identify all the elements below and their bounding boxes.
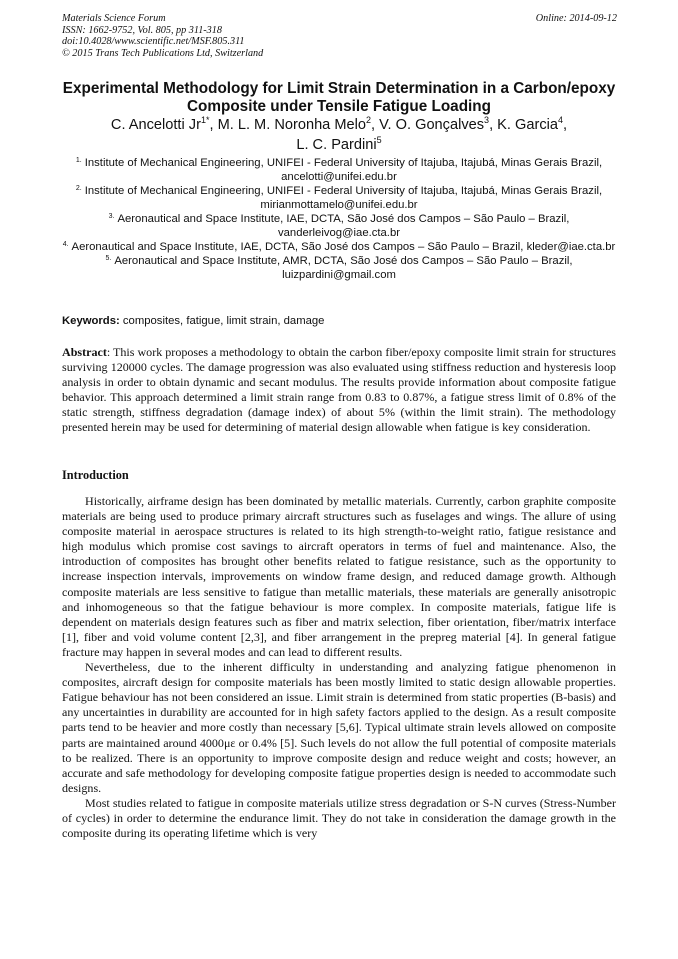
journal-issn: ISSN: 1662-9752, Vol. 805, pp 311-318	[62, 24, 222, 36]
author: L. C. Pardini$^5$	[296, 134, 382, 153]
journal-doi: doi:10.4028/www.scientific.net/MSF.805.311	[62, 36, 245, 48]
paragraph: Nevertheless, due to the inherent difficulty in understanding and analyzing fatigue phenomenon in composites, aircraft design for composite materials has been mostly limited to static design allowable properties. Fatigue behaviour has not been considered an issue. Limit strain is determined from static properties (B-basis) and any uncertainties in durability are accounted for in high safety factors applied to the design. As a result composite parts tend to be heavier and more costly than necessary [5,6]. Typical ultimate strain levels allowed on composite parts are maintained around 4000με or 0.4% [5]. Such levels do not allow the full potential of composite materials to be realized. There is an opportunity to improve composite design and reduce weight and costs; however, an accurate and safe methodology for developing composite fatigue properties design is needed to accommodate such designs.	[62, 660, 616, 795]
author: K. Garcia$^4$,	[497, 115, 568, 133]
author: V. O. Gonçalves$^3$,	[379, 115, 498, 133]
section-heading-introduction: Introduction	[62, 468, 129, 482]
paragraph: Historically, airframe design has been dominated by metallic materials. Currently, carbon graphite composite materials are being used to produce primary aircraft structures such as fuselages and wings. The allure of using composite material in aerospace structures is related to its high strength-to-weight ratio, fatigue resistance and high modulus which promise cost savings to aircraft operators in terms of fuel and maintenance. Also, the introduction of composites has brought other benefits related to fatigue resistance, such as the opportunity to increase inspection intervals, improvements on window frame design, and reduced damage growth. Although composite materials are less sensitive to fatigue than metallic materials, these materials are generally anisotropic and inhomogeneous so that the fatigue behaviour is more complex. In composite materials, fatigue life is dependent on materials design features such as fiber and matrix selection, fiber orientation, fiber/matrix interface [1], fiber and void volume content [2,3], and fiber arrangement in the prepreg material [4]. In general fatigue fracture may happen in several modes and can lead to different results.	[62, 494, 616, 659]
paper-title: Experimental Methodology for Limit Strain Determination in a Carbon/epoxy Composite under Tensile Fatigue Loading	[62, 80, 616, 115]
journal-header	[62, 13, 617, 59]
introduction-body	[62, 494, 616, 924]
affiliation-list	[62, 157, 616, 283]
affiliation: $^{5.}$ Aeronautical and Space Institute, AMR, DCTA, São José dos Campos – São Paulo – Brazil, luizpardini@gmail.com	[105, 254, 573, 281]
keywords-label: Keywords:	[62, 315, 120, 327]
abstract	[62, 345, 616, 436]
abstract-text: : This work proposes a methodology to obtain the carbon fiber/epoxy composite limit strain for structures surviving 120000 cycles. The damage progression was also evaluated using stiffness reduction and hysteresis loop analysis in order to obtain dynamic and secant modulus. The results provide information about composite fatigue behavior. This approach determined a limit strain range from 0.83 to 0.87%, a fatigue stress limit of 0.8% of the static strength, stiffness degradation (damage index) of about 5% (within the limit strain). The methodology presented herein may be used for determining of material design allowable when fatigue is key consideration.	[62, 345, 616, 435]
keywords	[62, 314, 616, 328]
author-list	[62, 116, 616, 155]
abstract-label: Abstract	[62, 345, 107, 359]
affiliation: $^{1.}$ Institute of Mechanical Engineering, UNIFEI - Federal University of Itajuba, Itajubá, Minas Gerais Brazil, ancelotti@unifei.edu.br	[75, 157, 603, 183]
journal-name: Materials Science Forum	[62, 13, 166, 24]
paragraph: Most studies related to fatigue in composite materials utilize stress degradation or S-N curves (Stress-Number of cycles) in order to determine the endurance limit. They do not take in consideration the damage growth in the composite during its operating lifetime which is very	[62, 795, 616, 841]
keywords-text: composites, fatigue, limit strain, damage	[119, 315, 325, 327]
affiliation: $^{2.}$ Institute of Mechanical Engineering, UNIFEI - Federal University of Itajuba, Itajubá, Minas Gerais Brazil, mirianmottamelo@unifei.edu.br	[75, 184, 603, 211]
affiliation: $^{4.}$ Aeronautical and Space Institute, IAE, DCTA, São José dos Campos – São Paulo – Brazil, kleder@iae.cta.br	[62, 240, 616, 253]
author: M. L. M. Noronha Melo$^2$,	[217, 115, 380, 133]
journal-copyright: © 2015 Trans Tech Publications Ltd, Switzerland	[62, 47, 264, 59]
author: C. Ancelotti $Jr^{1*}$,	[110, 115, 218, 133]
affiliation: $^{3.}$ Aeronautical and Space Institute, IAE, DCTA, São José dos Campos – São Paulo – Brazil, vanderleivog@iae.cta.br	[108, 212, 570, 239]
online-date: Online: 2014-09-12	[535, 13, 617, 24]
